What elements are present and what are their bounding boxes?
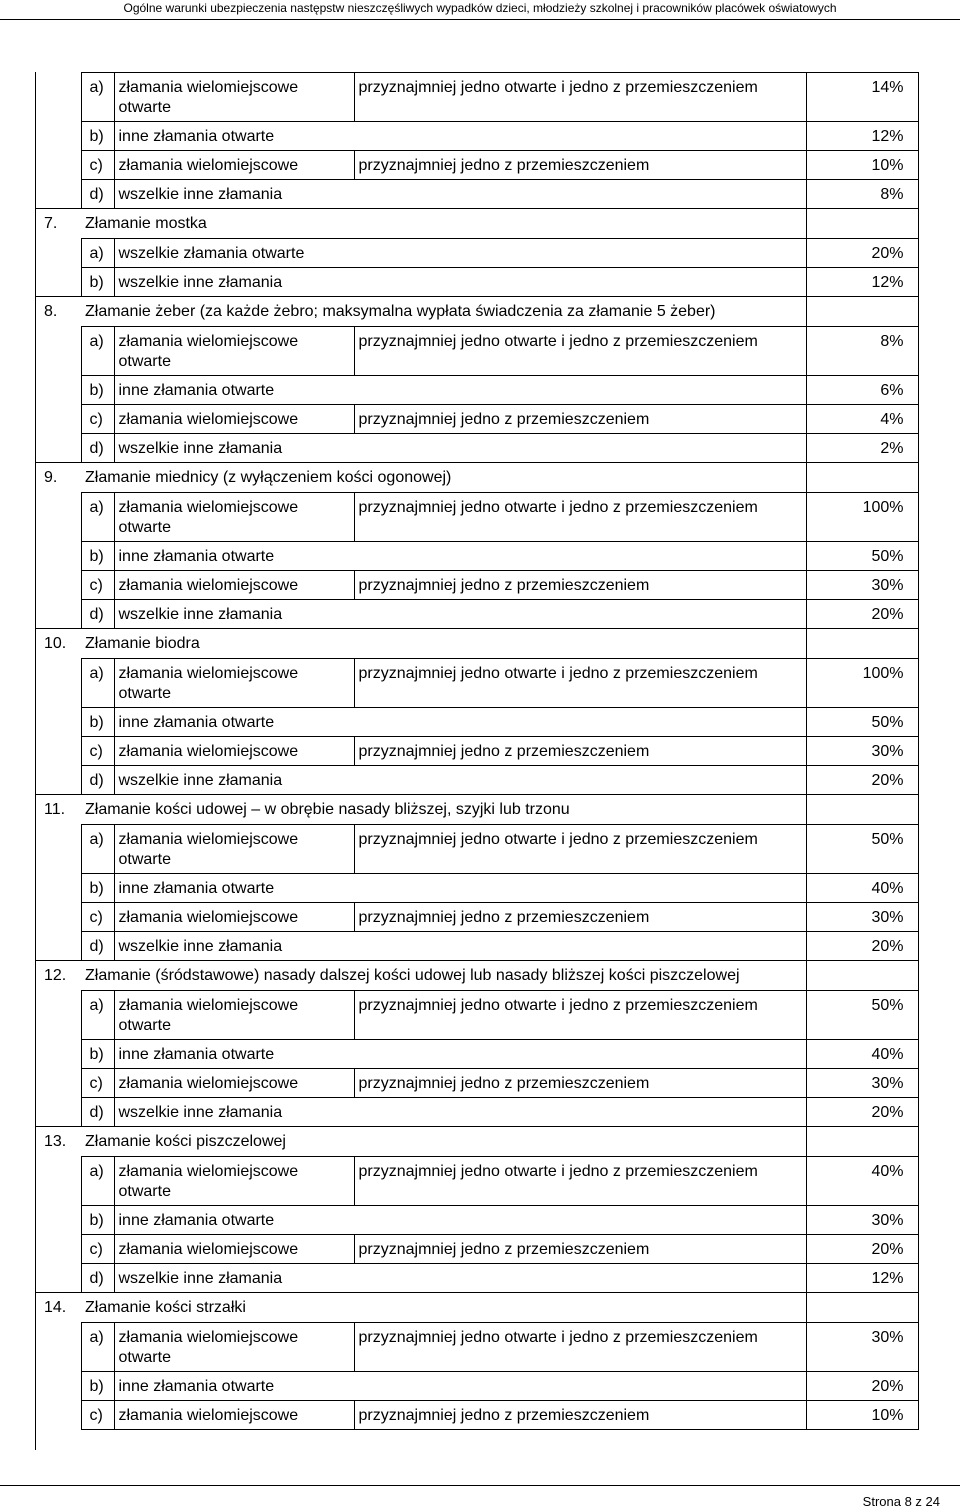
item-letter: c) [81, 1235, 114, 1264]
footer-rule [0, 1485, 960, 1486]
item-percent: 40% [806, 1157, 918, 1206]
section-title: Złamanie miednicy (z wyłączeniem kości ogonowej) [81, 463, 806, 493]
item-letter: c) [81, 151, 114, 180]
item-qualifier: przyznajmniej jedno otwarte i jedno z przemieszczeniem [354, 493, 806, 542]
item-description: złamania wielomiejscowe [114, 1069, 354, 1098]
item-percent: 12% [806, 268, 918, 297]
section-row [36, 463, 918, 493]
item-letter: b) [81, 268, 114, 297]
indent-cell [36, 434, 81, 463]
table-row [36, 1323, 918, 1372]
item-percent: 50% [806, 825, 918, 874]
indent-cell [36, 122, 81, 151]
item-qualifier: przyznajmniej jedno otwarte i jedno z przemieszczeniem [354, 659, 806, 708]
table-row [36, 600, 918, 629]
item-description: wszelkie inne złamania [114, 434, 806, 463]
item-letter: c) [81, 1069, 114, 1098]
indent-cell [36, 1401, 81, 1430]
section-row [36, 209, 918, 239]
item-percent: 30% [806, 571, 918, 600]
indent-cell [36, 659, 81, 708]
item-description: złamania wielomiejscowe [114, 571, 354, 600]
table-row [36, 1098, 918, 1127]
indent-cell [36, 571, 81, 600]
item-description: złamania wielomiejscowe otwarte [114, 1323, 354, 1372]
item-qualifier: przyznajmniej jedno z przemieszczeniem [354, 737, 806, 766]
section-number: 14. [36, 1293, 81, 1323]
item-description: inne złamania otwarte [114, 122, 806, 151]
table-row [36, 659, 918, 708]
indent-cell [36, 1157, 81, 1206]
item-percent: 30% [806, 1069, 918, 1098]
section-title: Złamanie mostka [81, 209, 806, 239]
item-qualifier: przyznajmniej jedno otwarte i jedno z przemieszczeniem [354, 1157, 806, 1206]
table-row [36, 825, 918, 874]
item-letter: a) [81, 1157, 114, 1206]
item-letter: a) [81, 991, 114, 1040]
indent-cell [36, 180, 81, 209]
table-row [36, 1401, 918, 1430]
page-header [0, 0, 960, 25]
item-description: złamania wielomiejscowe [114, 737, 354, 766]
item-letter: b) [81, 874, 114, 903]
benefit-table [36, 72, 919, 1430]
item-description: wszelkie inne złamania [114, 600, 806, 629]
item-qualifier: przyznajmniej jedno z przemieszczeniem [354, 1235, 806, 1264]
item-description: wszelkie inne złamania [114, 932, 806, 961]
section-row [36, 1293, 918, 1323]
table-row [36, 571, 918, 600]
item-letter: a) [81, 1323, 114, 1372]
item-percent: 30% [806, 1206, 918, 1235]
indent-cell [36, 268, 81, 297]
item-percent: 20% [806, 932, 918, 961]
item-description: inne złamania otwarte [114, 1040, 806, 1069]
indent-cell [36, 151, 81, 180]
item-letter: c) [81, 737, 114, 766]
section-percent-cell [806, 209, 918, 239]
section-number: 11. [36, 795, 81, 825]
section-title: Złamanie biodra [81, 629, 806, 659]
item-letter: c) [81, 405, 114, 434]
item-description: wszelkie inne złamania [114, 268, 806, 297]
indent-cell [36, 73, 81, 122]
table-row [36, 405, 918, 434]
table-row [36, 737, 918, 766]
item-letter: a) [81, 327, 114, 376]
item-letter: a) [81, 73, 114, 122]
item-description: inne złamania otwarte [114, 376, 806, 405]
section-percent-cell [806, 795, 918, 825]
table-row [36, 932, 918, 961]
table-row [36, 327, 918, 376]
item-letter: d) [81, 1264, 114, 1293]
indent-cell [36, 1235, 81, 1264]
item-qualifier: przyznajmniej jedno otwarte i jedno z przemieszczeniem [354, 73, 806, 122]
item-description: wszelkie złamania otwarte [114, 239, 806, 268]
table-row [36, 542, 918, 571]
section-title: Złamanie kości udowej – w obrębie nasady bliższej, szyjki lub trzonu [81, 795, 806, 825]
item-percent: 2% [806, 434, 918, 463]
item-qualifier: przyznajmniej jedno z przemieszczeniem [354, 1401, 806, 1430]
item-letter: b) [81, 1040, 114, 1069]
indent-cell [36, 874, 81, 903]
item-percent: 30% [806, 737, 918, 766]
item-percent: 50% [806, 542, 918, 571]
item-percent: 10% [806, 151, 918, 180]
item-percent: 10% [806, 1401, 918, 1430]
item-percent: 20% [806, 239, 918, 268]
item-percent: 20% [806, 1372, 918, 1401]
section-number: 10. [36, 629, 81, 659]
table-row [36, 73, 918, 122]
table-row [36, 903, 918, 932]
table-row [36, 1235, 918, 1264]
item-percent: 50% [806, 708, 918, 737]
item-description: złamania wielomiejscowe otwarte [114, 659, 354, 708]
indent-cell [36, 1264, 81, 1293]
section-row [36, 629, 918, 659]
section-number: 7. [36, 209, 81, 239]
item-qualifier: przyznajmniej jedno z przemieszczeniem [354, 903, 806, 932]
item-description: inne złamania otwarte [114, 1372, 806, 1401]
indent-cell [36, 1372, 81, 1401]
item-letter: a) [81, 659, 114, 708]
item-qualifier: przyznajmniej jedno otwarte i jedno z przemieszczeniem [354, 327, 806, 376]
table-row [36, 708, 918, 737]
item-description: wszelkie inne złamania [114, 1264, 806, 1293]
header-rule [0, 19, 960, 20]
table-row [36, 874, 918, 903]
table-row [36, 151, 918, 180]
item-qualifier: przyznajmniej jedno otwarte i jedno z przemieszczeniem [354, 1323, 806, 1372]
indent-cell [36, 708, 81, 737]
table-row [36, 1157, 918, 1206]
item-description: złamania wielomiejscowe [114, 1401, 354, 1430]
item-letter: b) [81, 376, 114, 405]
section-percent-cell [806, 629, 918, 659]
section-percent-cell [806, 1293, 918, 1323]
header-title: Ogólne warunki ubezpieczenia następstw nieszczęśliwych wypadków dzieci, młodzieży szkolnej i pracowników placówek oświatowych [123, 1, 837, 15]
indent-cell [36, 932, 81, 961]
item-letter: b) [81, 542, 114, 571]
section-percent-cell [806, 463, 918, 493]
item-description: złamania wielomiejscowe [114, 1235, 354, 1264]
benefit-table-body [36, 73, 918, 1430]
item-description: wszelkie inne złamania [114, 180, 806, 209]
item-description: inne złamania otwarte [114, 1206, 806, 1235]
section-title: Złamanie żeber (za każde żebro; maksymalna wypłata świadczenia za złamanie 5 żeber) [81, 297, 806, 327]
item-letter: d) [81, 180, 114, 209]
item-letter: d) [81, 932, 114, 961]
item-letter: c) [81, 571, 114, 600]
table-row [36, 122, 918, 151]
item-percent: 50% [806, 991, 918, 1040]
item-qualifier: przyznajmniej jedno z przemieszczeniem [354, 571, 806, 600]
item-percent: 12% [806, 1264, 918, 1293]
indent-cell [36, 327, 81, 376]
item-letter: b) [81, 1372, 114, 1401]
item-percent: 6% [806, 376, 918, 405]
item-percent: 100% [806, 493, 918, 542]
table-row [36, 493, 918, 542]
section-number: 9. [36, 463, 81, 493]
indent-cell [36, 903, 81, 932]
item-letter: b) [81, 1206, 114, 1235]
section-number: 8. [36, 297, 81, 327]
table-row [36, 991, 918, 1040]
section-title: Złamanie kości strzałki [81, 1293, 806, 1323]
section-row [36, 795, 918, 825]
indent-cell [36, 766, 81, 795]
indent-cell [36, 1323, 81, 1372]
item-description: złamania wielomiejscowe otwarte [114, 991, 354, 1040]
indent-cell [36, 991, 81, 1040]
item-percent: 30% [806, 1323, 918, 1372]
item-percent: 30% [806, 903, 918, 932]
section-row [36, 961, 918, 991]
item-qualifier: przyznajmniej jedno z przemieszczeniem [354, 151, 806, 180]
indent-cell [36, 825, 81, 874]
indent-cell [36, 542, 81, 571]
section-percent-cell [806, 1127, 918, 1157]
item-qualifier: przyznajmniej jedno z przemieszczeniem [354, 405, 806, 434]
indent-cell [36, 376, 81, 405]
indent-cell [36, 600, 81, 629]
item-letter: c) [81, 903, 114, 932]
section-number: 12. [36, 961, 81, 991]
item-description: inne złamania otwarte [114, 542, 806, 571]
indent-cell [36, 1069, 81, 1098]
item-percent: 8% [806, 327, 918, 376]
section-row [36, 1127, 918, 1157]
item-description: wszelkie inne złamania [114, 766, 806, 795]
item-qualifier: przyznajmniej jedno otwarte i jedno z przemieszczeniem [354, 825, 806, 874]
item-qualifier: przyznajmniej jedno z przemieszczeniem [354, 1069, 806, 1098]
item-letter: d) [81, 434, 114, 463]
table-row [36, 239, 918, 268]
item-letter: c) [81, 1401, 114, 1430]
table-row [36, 766, 918, 795]
indent-cell [36, 239, 81, 268]
table-row [36, 376, 918, 405]
indent-cell [36, 1206, 81, 1235]
item-description: złamania wielomiejscowe otwarte [114, 1157, 354, 1206]
item-percent: 20% [806, 1235, 918, 1264]
item-percent: 12% [806, 122, 918, 151]
section-percent-cell [806, 297, 918, 327]
table-row [36, 1069, 918, 1098]
item-letter: d) [81, 766, 114, 795]
table-row [36, 1264, 918, 1293]
table-row [36, 1040, 918, 1069]
indent-cell [36, 737, 81, 766]
item-percent: 20% [806, 766, 918, 795]
item-qualifier: przyznajmniej jedno otwarte i jedno z przemieszczeniem [354, 991, 806, 1040]
item-description: złamania wielomiejscowe [114, 903, 354, 932]
section-percent-cell [806, 961, 918, 991]
item-letter: a) [81, 825, 114, 874]
item-percent: 8% [806, 180, 918, 209]
section-row [36, 297, 918, 327]
item-percent: 40% [806, 1040, 918, 1069]
indent-cell [36, 493, 81, 542]
item-percent: 20% [806, 1098, 918, 1127]
section-number: 13. [36, 1127, 81, 1157]
item-description: złamania wielomiejscowe otwarte [114, 825, 354, 874]
item-percent: 40% [806, 874, 918, 903]
item-description: złamania wielomiejscowe [114, 405, 354, 434]
item-description: wszelkie inne złamania [114, 1098, 806, 1127]
table-row [36, 268, 918, 297]
item-description: inne złamania otwarte [114, 874, 806, 903]
item-description: inne złamania otwarte [114, 708, 806, 737]
item-description: złamania wielomiejscowe otwarte [114, 493, 354, 542]
item-description: złamania wielomiejscowe otwarte [114, 327, 354, 376]
item-description: złamania wielomiejscowe [114, 151, 354, 180]
table-row [36, 434, 918, 463]
indent-cell [36, 1040, 81, 1069]
item-letter: a) [81, 493, 114, 542]
page-number: Strona 8 z 24 [862, 1494, 940, 1509]
item-letter: d) [81, 1098, 114, 1127]
item-percent: 14% [806, 73, 918, 122]
table-row [36, 1372, 918, 1401]
item-percent: 20% [806, 600, 918, 629]
item-letter: b) [81, 122, 114, 151]
item-description: złamania wielomiejscowe otwarte [114, 73, 354, 122]
item-percent: 4% [806, 405, 918, 434]
item-letter: b) [81, 708, 114, 737]
table-row [36, 180, 918, 209]
section-title: Złamanie kości piszczelowej [81, 1127, 806, 1157]
item-letter: d) [81, 600, 114, 629]
item-percent: 100% [806, 659, 918, 708]
indent-cell [36, 405, 81, 434]
table-row [36, 1206, 918, 1235]
section-title: Złamanie (śródstawowe) nasady dalszej kości udowej lub nasady bliższej kości piszczelowej [81, 961, 806, 991]
item-letter: a) [81, 239, 114, 268]
indent-cell [36, 1098, 81, 1127]
